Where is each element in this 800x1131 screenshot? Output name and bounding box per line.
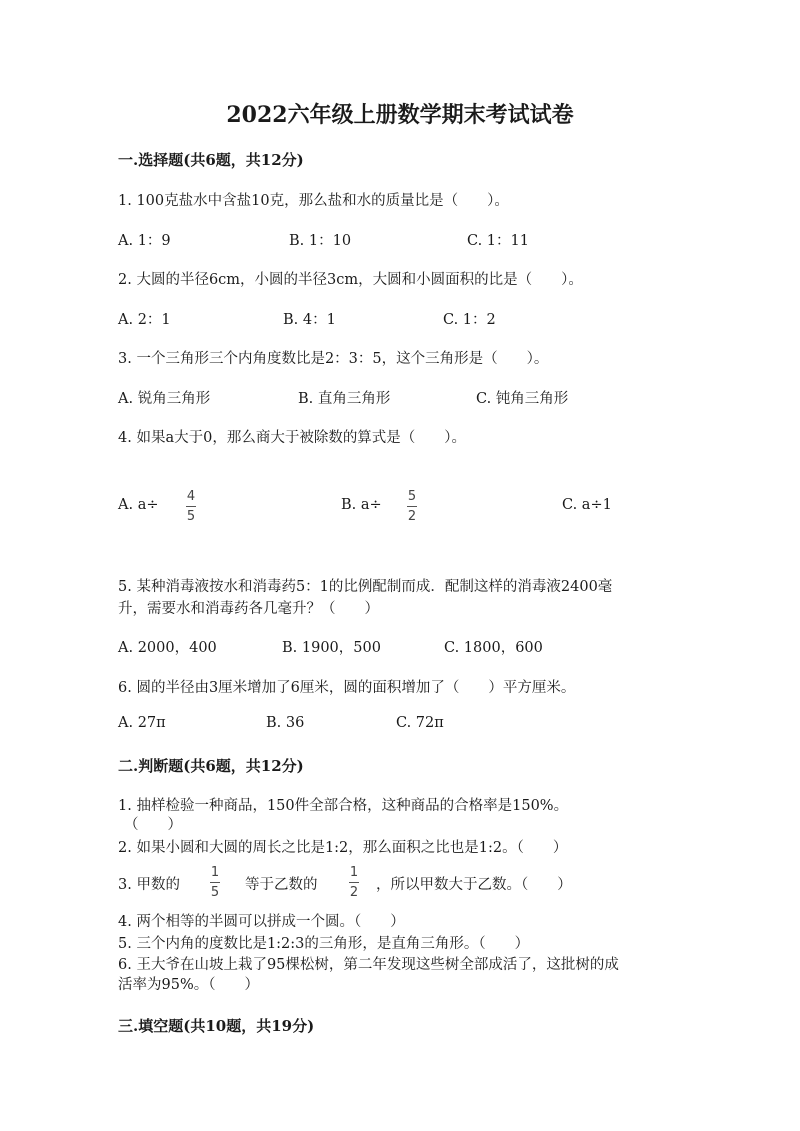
fraction-numerator: 1 — [349, 865, 359, 880]
section-heading-fill: 三.填空题(共10题，共19分) — [118, 1017, 315, 1035]
judge-question-part: 等于乙数的 — [245, 877, 318, 893]
option-b: B. 36 — [266, 715, 305, 731]
judge-question-part: ，所以甲数大于乙数。（ ） — [376, 877, 572, 893]
option-a: A. 1：9 — [118, 233, 171, 249]
fraction-bar — [349, 882, 359, 883]
fraction — [407, 489, 417, 524]
option-a: A. 2：1 — [118, 312, 171, 328]
fraction-numerator: 1 — [210, 865, 220, 880]
option-c: C. 72π — [396, 715, 444, 731]
option-a: A. 锐角三角形 — [118, 391, 211, 407]
judge-question: 1. 抽样检验一种商品，150件全部合格，这种商品的合格率是150%。 — [118, 798, 569, 814]
fraction — [349, 865, 359, 900]
section-heading-judge: 二.判断题(共6题，共12分) — [118, 757, 304, 775]
option-b: B. 1900，500 — [282, 640, 381, 656]
fraction-numerator: 5 — [407, 489, 417, 504]
option-c: C. 钝角三角形 — [476, 391, 569, 407]
fraction-bar — [186, 506, 196, 507]
option-a: A. 27π — [118, 715, 166, 731]
fraction-numerator: 4 — [186, 489, 196, 504]
option-c: C. a÷1 — [562, 497, 612, 513]
option-c: C. 1：2 — [443, 312, 496, 328]
judge-question: 5. 三个内角的度数比是1:2:3的三角形，是直角三角形。（ ） — [118, 936, 530, 952]
judge-question: 4. 两个相等的半圆可以拼成一个圆。（ ） — [118, 914, 405, 930]
option-b: B. 直角三角形 — [298, 391, 391, 407]
fraction — [186, 489, 196, 524]
option-b: B. 1：10 — [289, 233, 352, 249]
option-a: A. 2000，400 — [118, 640, 217, 656]
fraction-bar — [407, 506, 417, 507]
question-stem-continued: 升，需要水和消毒药各几毫升？（ ） — [118, 601, 379, 617]
judge-question: 2. 如果小圆和大圆的周长之比是1:2，那么面积之比也是1:2。（ ） — [118, 840, 568, 856]
fraction-denominator: 5 — [186, 509, 196, 524]
fraction — [210, 865, 220, 900]
option-a: A. a÷ — [118, 497, 159, 513]
judge-question: 6. 王大爷在山坡上栽了95棵松树，第二年发现这些树全部成活了，这批树的成 — [118, 957, 619, 973]
fraction-denominator: 2 — [349, 885, 359, 900]
fraction-denominator: 5 — [210, 885, 220, 900]
option-c: C. 1800，600 — [444, 640, 543, 656]
option-b: B. 4：1 — [283, 312, 336, 328]
judge-question-continued: 活率为95%。（ ） — [118, 977, 259, 993]
fraction-denominator: 2 — [407, 509, 417, 524]
judge-question-part: 3. 甲数的 — [118, 877, 180, 893]
question-stem: 5. 某种消毒液按水和消毒药5：1的比例配制而成．配制这样的消毒液2400毫 — [118, 579, 613, 595]
question-stem: 2. 大圆的半径6cm，小圆的半径3cm，大圆和小圆面积的比是（ ）。 — [118, 272, 583, 288]
option-c: C. 1：11 — [467, 233, 529, 249]
fraction-bar — [210, 882, 220, 883]
page-title: 2022六年级上册数学期末考试试卷 — [226, 102, 574, 128]
question-stem: 4. 如果a大于0，那么商大于被除数的算式是（ ）。 — [118, 430, 467, 446]
section-heading-choice: 一.选择题(共6题，共12分) — [118, 151, 304, 169]
question-stem: 3. 一个三角形三个内角度数比是2：3：5，这个三角形是（ ）。 — [118, 351, 549, 367]
answer-blank: （ ） — [124, 817, 182, 833]
option-b: B. a÷ — [341, 497, 382, 513]
question-stem: 6. 圆的半径由3厘米增加了6厘米，圆的面积增加了（ ）平方厘米。 — [118, 680, 576, 696]
question-stem: 1. 100克盐水中含盐10克，那么盐和水的质量比是（ ）。 — [118, 193, 509, 209]
